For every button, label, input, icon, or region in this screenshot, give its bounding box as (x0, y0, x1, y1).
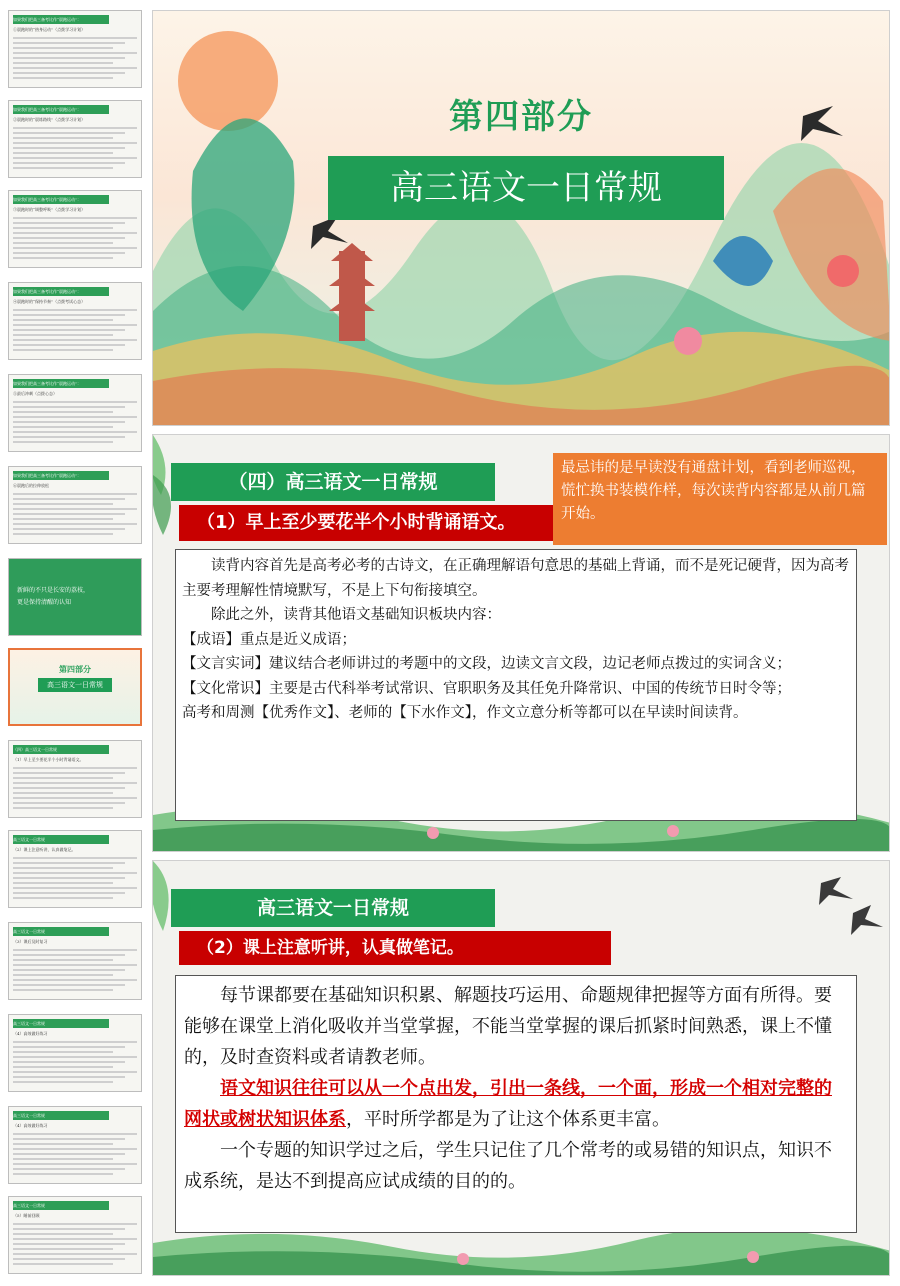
thumbnail-text-line (13, 222, 125, 224)
thumbnail-text-line (13, 319, 113, 321)
thumbnail-line: ①晨跑时的“热身运动”（点拨学习计划） (13, 27, 86, 32)
thumbnail-line: 第四部分 (59, 665, 91, 674)
thumbnail-text-line (13, 503, 113, 505)
thumbnail-text-line (13, 232, 137, 234)
thumbnail-text-line (13, 1263, 113, 1265)
thumbnail-text-line (13, 329, 125, 331)
thumbnail-text-line (13, 979, 137, 981)
thumbnail-text-line (13, 324, 137, 326)
thumbnail-text-line (13, 857, 137, 859)
flower-icon-2 (827, 255, 859, 287)
thumbnail-text-line (13, 401, 137, 403)
thumbnail-line: （1）早上至少要花半个小时背诵语文。 (13, 757, 84, 762)
thumbnail-text-line (13, 787, 125, 789)
thumbnail-text-line (13, 1148, 137, 1150)
thumbnail-text-line (13, 1248, 113, 1250)
thumbnail-text-line (13, 227, 113, 229)
thumbnail-text-line (13, 309, 137, 311)
thumbnail-text-line (13, 533, 113, 535)
thumbnail-text-line (13, 237, 125, 239)
thumbnail-text-line (13, 872, 137, 874)
thumbnail-line: 如果我们把高三备考比作“晨跑运动”： (13, 107, 82, 112)
thumbnail-text-line (13, 1223, 137, 1225)
thumbnail-line: ③晨跑时的“调整呼吸”（点拨学习计划） (13, 207, 86, 212)
paragraph-essays: 高考和周测【优秀作文】、老师的【下水作文】，作文立意分析等都可以在早读时间读背。 (182, 705, 748, 721)
thumbnail-text-line (13, 421, 125, 423)
thumbnail-line: （四）高三语文一日常规 (13, 747, 57, 752)
thumbnail-text-line (13, 518, 113, 520)
thumbnail-text-line (13, 867, 113, 869)
slide-thumbnail-13[interactable] (8, 1106, 142, 1184)
thumbnail-text-line (13, 339, 137, 341)
thumbnail-text-line (13, 892, 125, 894)
thumbnail-line: ⑥晨跑后的拉伸放松 (13, 483, 49, 488)
paragraph-idioms: 【成语】重点是近义成语； (182, 631, 356, 648)
slide-thumbnail-panel (0, 0, 150, 1286)
thumbnail-text-line (13, 1168, 125, 1170)
thumbnail-text-line (13, 989, 113, 991)
thumbnail-text-line (13, 37, 137, 39)
thumbnail-text-line (13, 513, 125, 515)
paragraph-topic-review: 一个专题的知识学过之后，学生只记住了几个常考的或易错的知识点，知识不成系统，是达不到提高应试成绩的目的的。 (184, 1140, 832, 1192)
thumbnail-line: 高三语文一日常规 (13, 1021, 45, 1026)
thumbnail-text-line (13, 1056, 137, 1058)
thumbnail-line: （4）高效做好练习 (13, 1031, 48, 1036)
thumbnail-line: ⑤最后冲刺（点拨心态） (13, 391, 57, 396)
thumbnail-text-line (13, 897, 113, 899)
slide-thumbnail-9[interactable] (8, 740, 142, 818)
thumbnail-text-line (13, 984, 125, 986)
thumbnail-text-line (13, 137, 113, 139)
thumbnail-text-line (13, 498, 125, 500)
thumbnail-text-line (13, 882, 113, 884)
thumbnail-text-line (13, 349, 113, 351)
thumbnail-text-line (13, 47, 113, 49)
thumbnail-text-line (13, 1076, 125, 1078)
thumbnail-text-line (13, 887, 137, 889)
slide-thumbnail-5[interactable] (8, 374, 142, 452)
thumbnail-line: 如果我们把高三备考比作“晨跑运动”： (13, 17, 82, 22)
thumbnail-text-line (13, 334, 113, 336)
thumbnail-text-line (13, 1138, 125, 1140)
thumbnail-line: 如果我们把高三备考比作“晨跑运动”： (13, 197, 82, 202)
paragraph-culture: 【文化常识】主要是古代科举考试常识、官职职务及其任免升降常识、中国的传统节日时令等； (182, 680, 791, 697)
thumbnail-line: 高三语文一日常规 (38, 678, 112, 692)
highlight-knowledge-network: 语文知识往往可以从一个点出发，引出一条线，一个面，形成一个相对完整的网状或树状知识体系 (184, 1078, 832, 1130)
thumbnail-line: 新鲜的不只是长安的荔枝， (17, 587, 90, 594)
thumbnail-line: 更是保持清醒的认知 (17, 599, 72, 606)
swallow-icon (819, 877, 883, 935)
thumbnail-text-line (13, 242, 113, 244)
point-heading: （1）早上至少要花半个小时背诵语文。 (179, 505, 553, 541)
thumbnail-text-line (13, 62, 113, 64)
thumbnail-text-line (13, 1173, 113, 1175)
paragraph-listen: 每节课都要在基础知识积累、解题技巧运用、命题规律把握等方面有所得。要能够在课堂上消化吸收并当堂掌握，不能当堂掌握的课后抓紧时间熟悉，课上不懂的，及时查资料或者请教老师。 (184, 985, 832, 1068)
paragraph-recitation: 读背内容首先是高考必考的古诗文，在正确理解语句意思的基础上背诵，而不是死记硬背，因为高考主要考理解性情境默写，不是上下句衔接填空。 (182, 558, 849, 599)
section-tag: 高三语文一日常规 (171, 889, 495, 927)
thumbnail-text-line (13, 1143, 113, 1145)
slide-thumbnail-14[interactable] (8, 1196, 142, 1274)
thumbnail-text-line (13, 1158, 113, 1160)
thumbnail-text-line (13, 1253, 137, 1255)
thumbnail-text-line (13, 1066, 113, 1068)
slide-thumbnail-4[interactable] (8, 282, 142, 360)
thumbnail-text-line (13, 72, 125, 74)
thumbnail-text-line (13, 344, 125, 346)
thumbnail-text-line (13, 426, 113, 428)
thumbnail-line: 如果我们把高三备考比作“晨跑运动”： (13, 381, 82, 386)
thumbnail-text-line (13, 314, 125, 316)
content-textbox (175, 975, 857, 1233)
slide-thumbnail-12[interactable] (8, 1014, 142, 1092)
slide-thumbnail-11[interactable] (8, 922, 142, 1000)
thumbnail-text-line (13, 257, 113, 259)
paragraph-knowledge-system (184, 1073, 848, 1135)
thumbnail-text-line (13, 57, 125, 59)
slide-thumbnail-2[interactable] (8, 100, 142, 178)
thumbnail-text-line (13, 416, 137, 418)
thumbnail-text-line (13, 528, 125, 530)
thumbnail-line: 高三语文一日常规 (13, 929, 45, 934)
thumbnail-text-line (13, 792, 113, 794)
content-textbox (175, 549, 857, 821)
thumbnail-text-line (13, 406, 125, 408)
thumbnail-text-line (13, 77, 113, 79)
thumbnail-text-line (13, 508, 137, 510)
thumbnail-text-line (13, 1238, 137, 1240)
thumbnail-text-line (13, 1153, 125, 1155)
paragraph-knowledge-system-rest: ，平时所学都是为了让这个体系更丰富。 (346, 1109, 670, 1130)
thumbnail-text-line (13, 436, 125, 438)
thumbnail-text-line (13, 441, 113, 443)
thumbnail-text-line (13, 217, 137, 219)
thumbnail-line: 如果我们把高三备考比作“晨跑运动”： (13, 289, 82, 294)
thumbnail-text-line (13, 1163, 137, 1165)
thumbnail-text-line (13, 247, 137, 249)
thumbnail-text-line (13, 431, 137, 433)
slide-title: 高三语文一日常规 (390, 168, 662, 208)
slide-thumbnail-3[interactable] (8, 190, 142, 268)
point-heading: （2）课上注意听讲，认真做笔记。 (179, 931, 611, 965)
thumbnail-text-line (13, 1228, 125, 1230)
thumbnail-text-line (13, 949, 137, 951)
warning-note: 最忌讳的是早读没有通盘计划，看到老师巡视，慌忙换书装模作样，每次读背内容都是从前几篇开始。 (553, 453, 887, 545)
thumbnail-text-line (13, 147, 125, 149)
slide-thumbnail-1[interactable] (8, 10, 142, 88)
thumbnail-line: 高三语文一日常规 (13, 837, 45, 842)
thumbnail-text-line (13, 964, 137, 966)
thumbnail-line: （4）高效做好练习 (13, 1123, 48, 1128)
thumbnail-line: （5）睡前回顾 (13, 1213, 40, 1218)
thumbnail-text-line (13, 1233, 113, 1235)
flower-icon (674, 327, 702, 355)
thumbnail-text-line (13, 772, 125, 774)
thumbnail-text-line (13, 1133, 137, 1135)
thumbnail-text-line (13, 52, 137, 54)
thumbnail-text-line (13, 807, 113, 809)
thumbnail-text-line (13, 493, 137, 495)
thumbnail-text-line (13, 152, 113, 154)
section-tag: （四）高三语文一日常规 (171, 463, 495, 501)
thumbnail-line: （2）课上注意听讲，认真做笔记。 (13, 847, 76, 852)
thumbnail-text-line (13, 1243, 125, 1245)
title-slide[interactable] (152, 10, 890, 426)
thumbnail-text-line (13, 1041, 137, 1043)
slide-thumbnail-7[interactable] (8, 558, 142, 636)
thumbnail-text-line (13, 959, 113, 961)
thumbnail-line: （3）课后及时复习 (13, 939, 48, 944)
paragraph-classical-words: 【文言实词】建议结合老师讲过的考题中的文段，边读文言文段，边记老师点拨过的实词含义； (182, 656, 791, 672)
thumbnail-text-line (13, 969, 125, 971)
thumbnail-text-line (13, 802, 125, 804)
thumbnail-text-line (13, 877, 125, 879)
thumbnail-text-line (13, 167, 113, 169)
thumbnail-text-line (13, 862, 125, 864)
thumbnail-text-line (13, 777, 113, 779)
thumbnail-line: 如果我们把高三备考比作“晨跑运动”： (13, 473, 82, 478)
slide-thumbnail-10[interactable] (8, 830, 142, 908)
thumbnail-text-line (13, 1061, 125, 1063)
thumbnail-text-line (13, 1046, 125, 1048)
content-slide-1[interactable] (152, 434, 890, 852)
thumbnail-text-line (13, 411, 113, 413)
paragraph-other-knowledge: 除此之外，读背其他语文基础知识板块内容： (211, 607, 501, 623)
thumbnail-line: ④晨跑时的“保持节奏”（点拨考试心态） (13, 299, 86, 304)
thumbnail-text-line (13, 1071, 137, 1073)
thumbnail-text-line (13, 252, 125, 254)
thumbnail-text-line (13, 132, 125, 134)
thumbnail-text-line (13, 142, 137, 144)
thumbnail-text-line (13, 162, 125, 164)
thumbnail-line: 高三语文一日常规 (13, 1113, 45, 1118)
thumbnail-line: ②晨跑时的“晨练路线”（点拨学习计划） (13, 117, 86, 122)
thumbnail-text-line (13, 67, 137, 69)
thumbnail-text-line (13, 1081, 113, 1083)
thumbnail-text-line (13, 767, 137, 769)
thumbnail-text-line (13, 42, 125, 44)
thumbnail-text-line (13, 954, 125, 956)
part-label: 第四部分 (449, 97, 593, 137)
thumbnail-text-line (13, 157, 137, 159)
thumbnail-text-line (13, 797, 137, 799)
thumbnail-line: 高三语文一日常规 (13, 1203, 45, 1208)
thumbnail-text-line (13, 523, 137, 525)
slide-thumbnail-8[interactable] (8, 648, 142, 726)
content-slide-2[interactable] (152, 860, 890, 1276)
thumbnail-text-line (13, 1258, 125, 1260)
thumbnail-text-line (13, 127, 137, 129)
slide-thumbnail-6[interactable] (8, 466, 142, 544)
thumbnail-text-line (13, 974, 113, 976)
thumbnail-text-line (13, 1051, 113, 1053)
thumbnail-text-line (13, 782, 137, 784)
